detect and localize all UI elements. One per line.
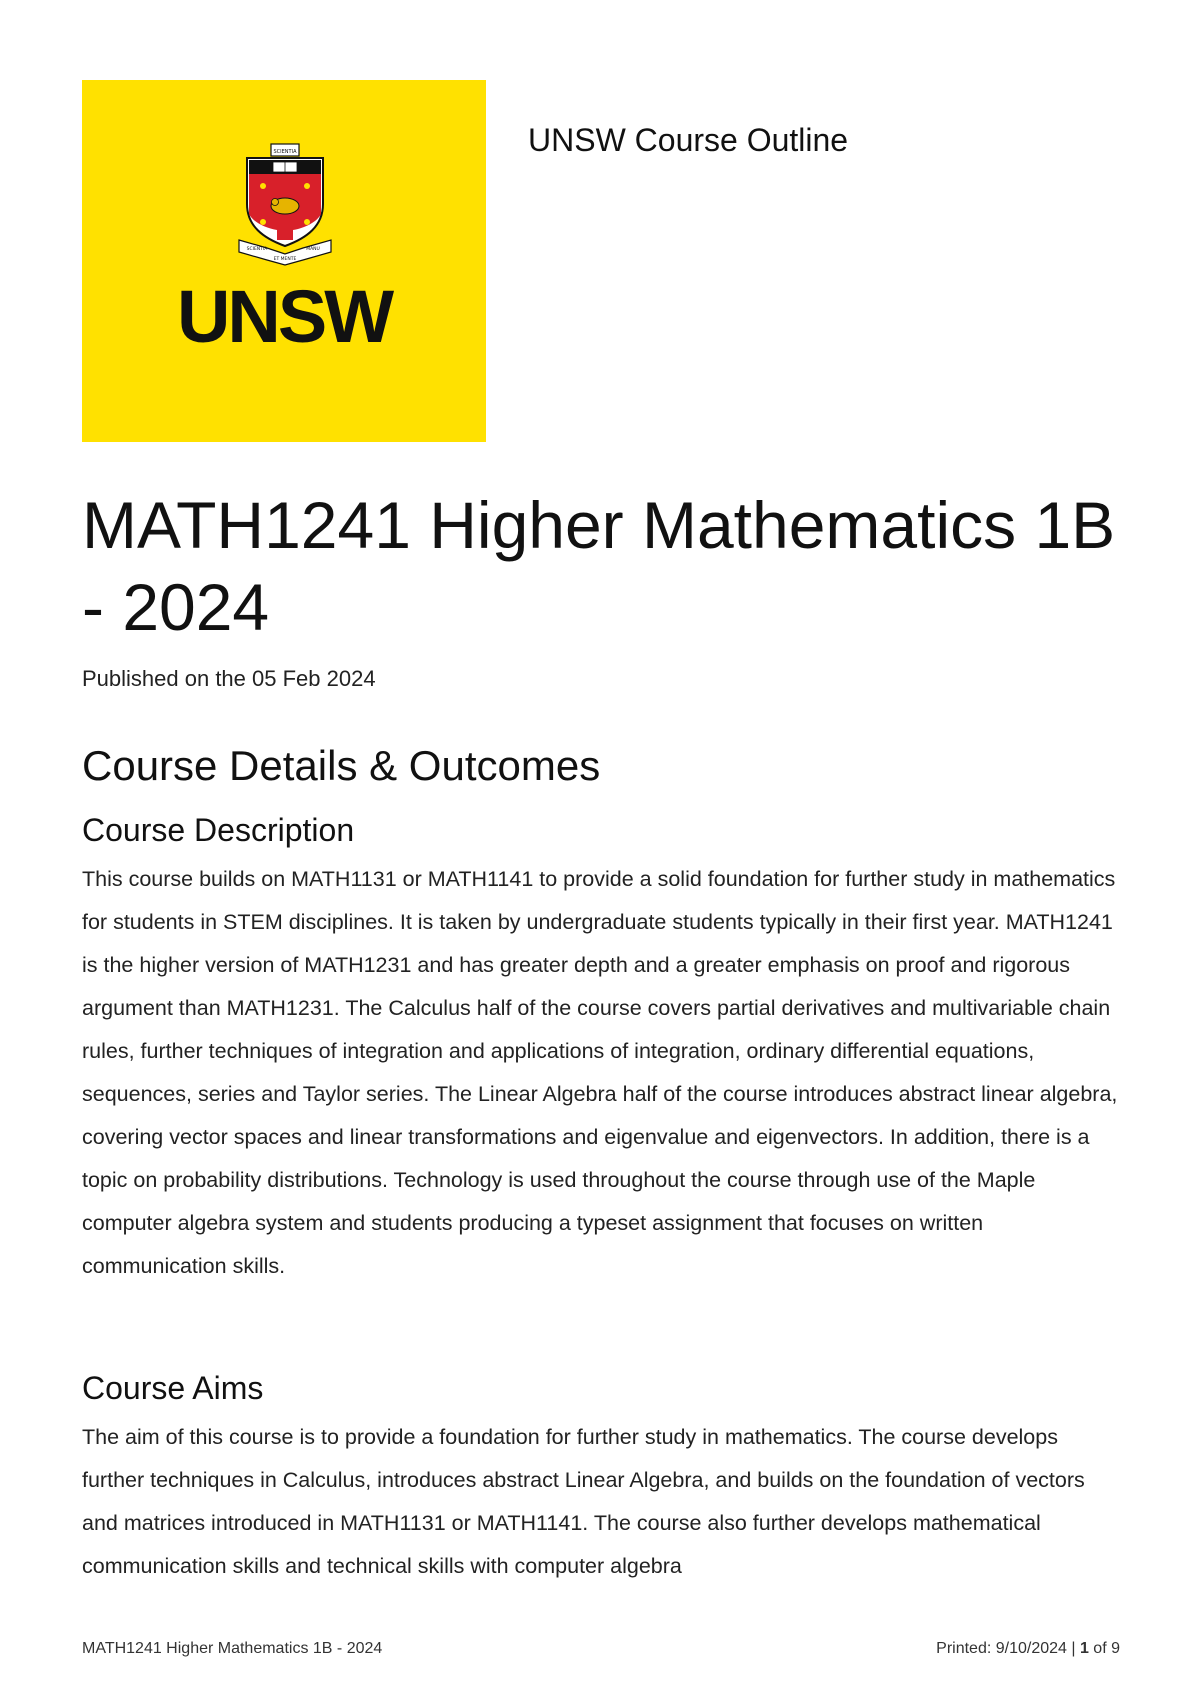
unsw-logo xyxy=(82,80,486,442)
footer-course-title: MATH1241 Higher Mathematics 1B - 2024 xyxy=(82,1640,383,1657)
course-aims-text: The aim of this course is to provide a foundation for further study in mathematics. The course develops further techniques in Calculus, introduces abstract Linear Algebra, and builds on the foundation of vectors and matrices introduced in MATH1131 or MATH1141. The course also further develops mathematical communication skills and technical skills with computer algebra xyxy=(82,1425,1085,1578)
footer-page-total: of 9 xyxy=(1088,1640,1120,1657)
course-outline-label: UNSW Course Outline xyxy=(528,122,849,158)
unsw-crest-icon xyxy=(237,142,333,266)
heading-course-aims: Course Aims xyxy=(82,1370,264,1406)
heading-course-description: Course Description xyxy=(82,812,355,848)
page-title: MATH1241 Higher Mathematics 1B - 2024 xyxy=(82,488,1116,644)
course-description-text: This course builds on MATH1131 or MATH1141 to provide a solid foundation for further study in mathematics for students in STEM disciplines. It is taken by undergraduate students typically in their first year. MATH1241 is the higher version of MATH1231 and has greater depth and a greater emphasis on proof and rigorous argument than MATH1231. The Calculus half of the course covers partial derivatives and multivariable chain rules, further techniques of integration and applications of integration, ordinary differential equations, sequences, series and Taylor series. The Linear Algebra half of the course introduces abstract linear algebra, covering vector spaces and linear transformations and eigenvalue and eigenvectors. In addition, there is a topic on probability distributions. Technology is used throughout the course through use of the Maple computer algebra system and students producing a typeset assignment that focuses on written communication skills. xyxy=(82,867,1118,1278)
footer-page-current: 1 xyxy=(1079,1640,1089,1657)
crest-motto-right: MANU xyxy=(306,247,320,252)
footer-printed-info xyxy=(936,1640,1120,1658)
crest-motto-bottom: ET MENTE xyxy=(273,257,297,262)
crest-book-text: SCIENTIA xyxy=(273,149,297,155)
footer-printed-date: Printed: 9/10/2024 | xyxy=(936,1640,1080,1657)
section-heading-course-details: Course Details & Outcomes xyxy=(82,742,601,789)
unsw-wordmark: UNSW xyxy=(176,275,392,358)
published-date: Published on the 05 Feb 2024 xyxy=(82,666,376,691)
crest-motto-left: SCIENTIA xyxy=(246,247,268,252)
